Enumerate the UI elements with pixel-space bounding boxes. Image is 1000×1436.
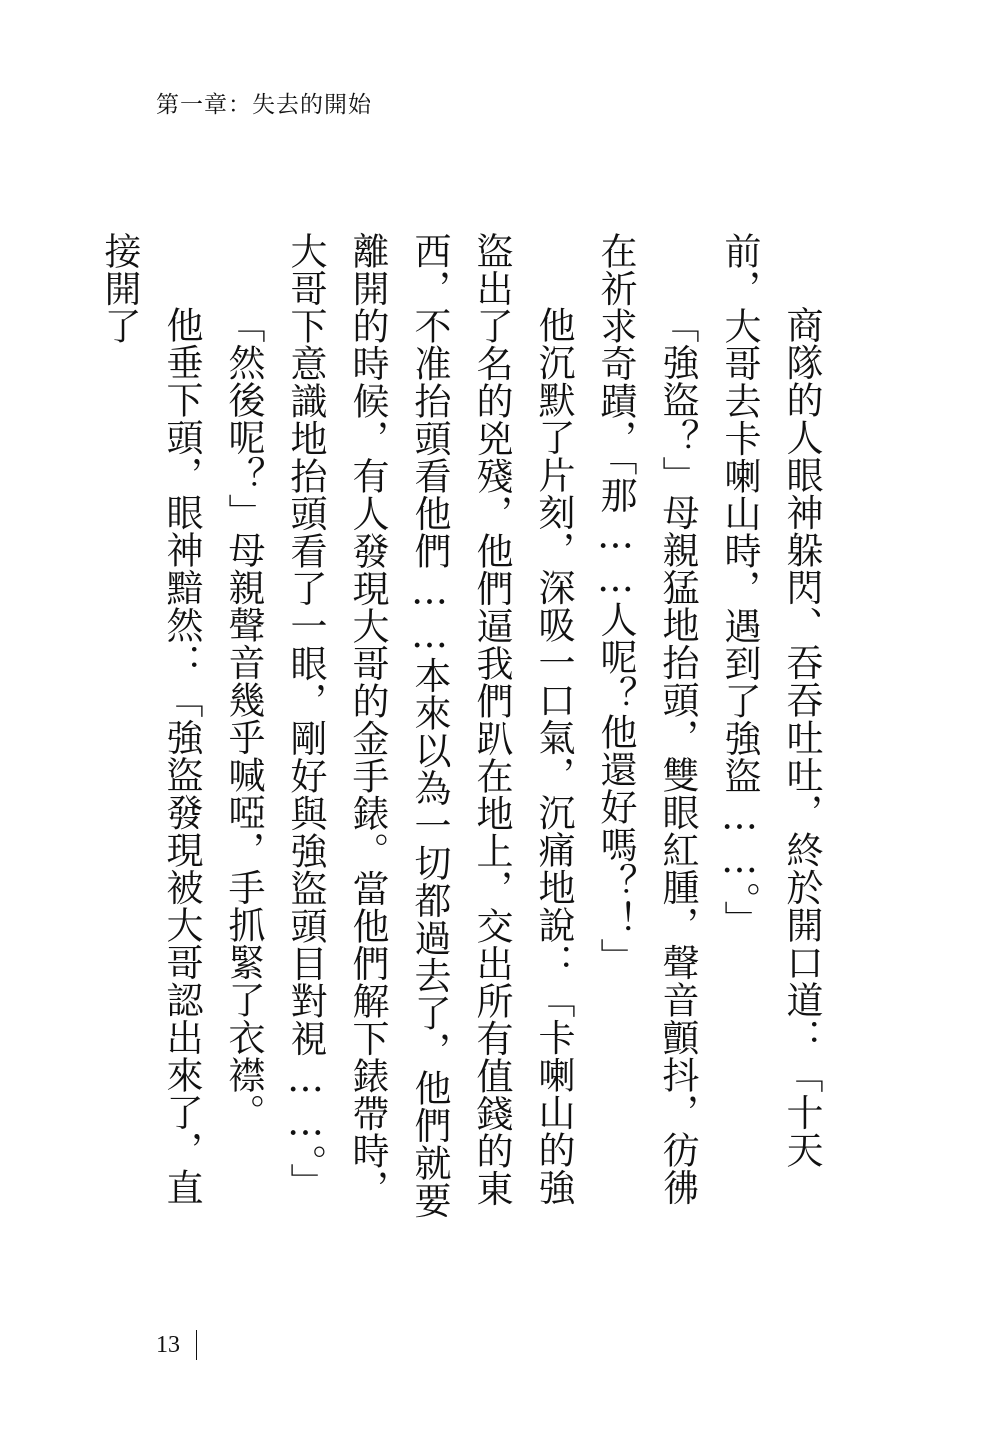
paragraph: 他垂下頭，眼神黯然：「強盜發現被大哥認出來了，直接開了: [98, 232, 203, 1206]
paragraph: 「強盜？」母親猛地抬頭，雙眼紅腫，聲音顫抖，彷彿在祈求奇蹟，「那……人呢？他還好嗎？！」: [594, 232, 699, 1206]
paragraph: 他沉默了片刻，深吸一口氣，沉痛地說：「卡喇山的強盜出了名的兇殘，他們逼我們趴在地上，交出所有值錢的東西，不准抬頭看他們……本來以為一切都過去了，他們就要離開的時候，有人發現大哥的金手錶。當他們解下錶帶時，大哥下意識地抬頭看了一眼，剛好與強盜頭目對視……。」: [284, 232, 575, 1219]
paragraph: 「然後呢？」母親聲音幾乎喊啞，手抓緊了衣襟。: [222, 306, 265, 1131]
folio-divider: [196, 1330, 197, 1360]
paragraph: 商隊的人眼神躲閃、吞吞吐吐，終於開口道：「十天前，大哥去卡喇山時，遇到了強盜……。」: [718, 232, 823, 1169]
body-text: [88, 232, 832, 1222]
page-number: 13: [156, 1332, 180, 1358]
running-head: 第一章：失去的開始: [156, 92, 372, 118]
